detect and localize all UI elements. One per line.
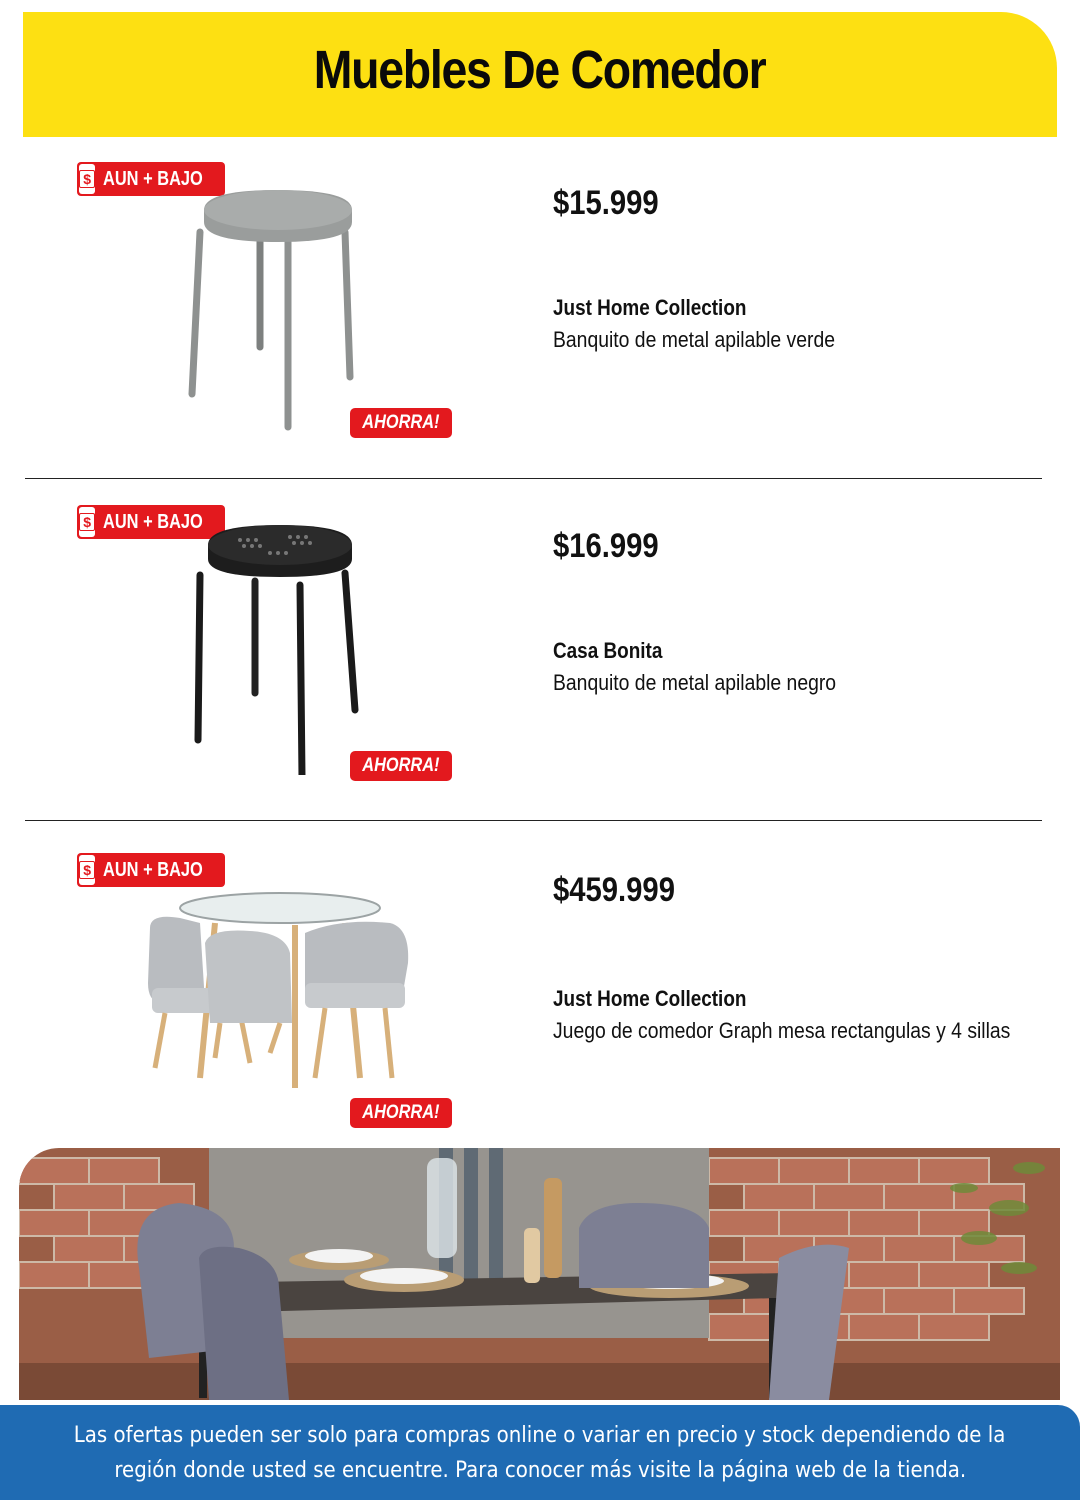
page-title: Muebles De Comedor	[314, 39, 766, 100]
price-down-icon: $	[79, 855, 95, 885]
product-price: $15.999	[553, 184, 659, 222]
product-card[interactable]	[0, 853, 1080, 1195]
divider	[25, 820, 1042, 821]
divider	[25, 478, 1042, 479]
save-badge: AHORRA!	[350, 408, 452, 438]
product-description: Banquito de metal apilable verde	[553, 327, 835, 352]
lower-price-badge: $ AUN + BAJO	[77, 505, 225, 539]
price-down-icon: $	[79, 164, 95, 194]
product-card[interactable]	[0, 162, 1080, 504]
save-badge: AHORRA!	[350, 1098, 452, 1128]
product-brand: Casa Bonita	[553, 638, 663, 663]
save-badge: AHORRA!	[350, 751, 452, 781]
lower-price-badge: $ AUN + BAJO	[77, 853, 225, 887]
product-brand: Just Home Collection	[553, 295, 747, 320]
product-price: $459.999	[553, 871, 675, 909]
black-stool-icon[interactable]	[130, 515, 430, 775]
page-header	[23, 12, 1057, 137]
product-card[interactable]	[0, 505, 1080, 847]
dining-room-banner-image[interactable]	[19, 1148, 1060, 1400]
disclaimer-line-1: Las ofertas pueden ser solo para compras online o variar en precio y stock dependiendo de la	[74, 1422, 1006, 1448]
lower-price-badge: $ AUN + BAJO	[77, 162, 225, 196]
disclaimer-footer	[0, 1405, 1080, 1500]
disclaimer-line-2: región donde usted se encuentre. Para conocer más visite la página web de la tienda.	[114, 1457, 966, 1483]
product-description: Juego de comedor Graph mesa rectangulas y 4 sillas	[553, 1018, 1011, 1043]
product-price: $16.999	[553, 527, 659, 565]
product-description: Banquito de metal apilable negro	[553, 670, 837, 695]
price-down-icon: $	[79, 507, 95, 537]
gray-stool-icon[interactable]	[130, 172, 430, 432]
product-brand: Just Home Collection	[553, 986, 747, 1011]
